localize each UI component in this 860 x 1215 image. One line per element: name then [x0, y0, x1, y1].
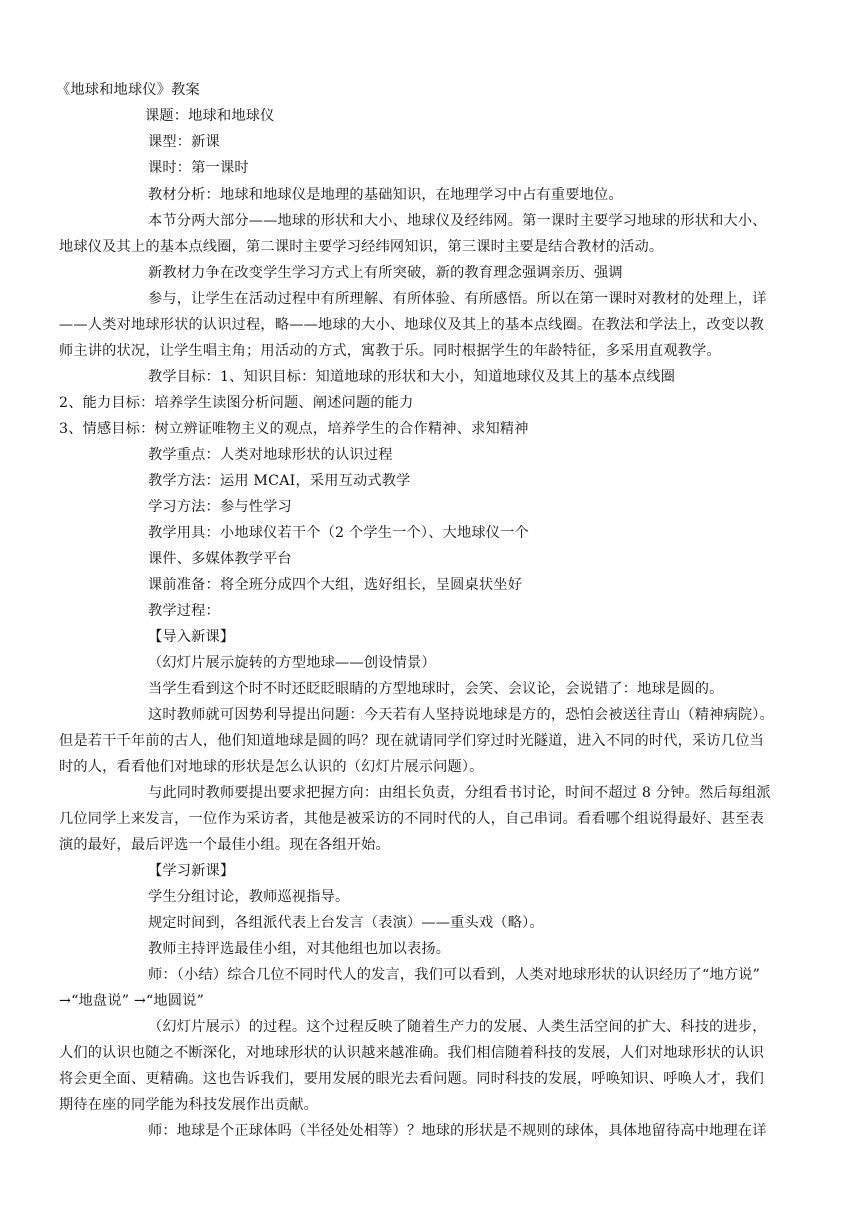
text-line: （幻灯片展示旋转的方型地球——创设情景）	[148, 655, 436, 671]
lesson-period: 课时：第一课时	[148, 160, 249, 176]
text-line: 学习方法：参与性学习	[148, 499, 292, 515]
text-line: 本节分两大部分——地球的形状和大小、地球仪及经纬网。第一课时主要学习地球的形状和大小、	[148, 213, 767, 229]
text-line: （幻灯片展示）的过程。这个过程反映了随着生产力的发展、人类生活空间的扩大、科技的进步，	[148, 1019, 767, 1035]
section-heading: 【学习新课】	[148, 863, 235, 879]
document-title: 《地球和地球仪》教案	[56, 82, 200, 98]
text-line: 教学重点：人类对地球形状的认识过程	[148, 447, 393, 463]
text-line: 人们的认识也随之不断深化，对地球形状的认识越来越准确。我们相信随着科技的发展，人们对地球形状的认识	[59, 1045, 764, 1061]
text-line: 教学目标：1、知识目标：知道地球的形状和大小，知道地球仪及其上的基本点线圈	[148, 369, 676, 385]
text-line: 课件、多媒体教学平台	[148, 551, 292, 567]
lesson-topic: 课题：地球和地球仪	[145, 108, 275, 124]
text-line: 几位同学上来发言，一位作为采访者，其他是被采访的不同时代的人，自己串词。看看哪个组说得最好、甚至表	[59, 811, 764, 827]
text-line: 学生分组讨论，教师巡视指导。	[148, 889, 350, 905]
text-line: 3、情感目标：树立辨证唯物主义的观点，培养学生的合作精神、求知精神	[59, 421, 529, 437]
text-line: 这时教师就可因势利导提出问题：今天若有人坚持说地球是方的，恐怕会被送往青山（精神病院）。	[148, 707, 774, 723]
text-line: 教材分析：地球和地球仪是地理的基础知识，在地理学习中占有重要地位。	[148, 187, 623, 203]
text-line: 教学方法：运用 MCAI，采用互动式教学	[148, 473, 411, 489]
text-line: ——人类对地球形状的认识过程，略——地球的大小、地球仪及其上的基本点线圈。在教法和学法上，改变以教	[59, 317, 764, 333]
text-line: 课前准备：将全班分成四个大组，选好组长，呈圆桌状坐好	[148, 577, 523, 593]
text-line: 当学生看到这个时不时还眨眨眼睛的方型地球时，会笑、会议论，会说错了：地球是圆的。	[148, 681, 724, 697]
text-line: 与此同时教师要提出要求把握方向：由组长负责，分组看书讨论，时间不超过 8 分钟。然后每组派	[148, 785, 771, 801]
text-line: 2、能力目标：培养学生读图分析问题、阐述问题的能力	[59, 395, 414, 411]
section-heading: 【导入新课】	[148, 629, 235, 645]
text-line: →“地盘说” →“地圆说”	[59, 993, 205, 1009]
text-line: 新教材力争在改变学生学习方式上有所突破，新的教育理念强调亲历、强调	[148, 265, 623, 281]
text-line: 期待在座的同学能为科技发展作出贡献。	[59, 1097, 318, 1113]
text-line: 参与，让学生在活动过程中有所理解、有所体验、有所感悟。所以在第一课时对教材的处理上，详	[148, 291, 767, 307]
text-line: 演的最好，最后评选一个最佳小组。现在各组开始。	[59, 837, 390, 853]
text-line: 将会更全面、更精确。这也告诉我们，要用发展的眼光去看问题。同时科技的发展，呼唤知识、呼唤人才，我们	[59, 1071, 764, 1087]
text-line: 但是若干千年前的古人，他们知道地球是圆的吗？现在就请同学们穿过时光隧道，进入不同的时代，采访几位当	[59, 733, 764, 749]
text-line: 地球仪及其上的基本点线圈，第二课时主要学习经纬网知识，第三课时主要是结合教材的活动。	[59, 239, 664, 255]
text-line: 教师主持评选最佳小组，对其他组也加以表扬。	[148, 941, 451, 957]
text-line: 时的人，看看他们对地球的形状是怎么认识的（幻灯片展示问题）。	[59, 759, 484, 775]
text-line: 师：（小结）综合几位不同时代人的发言，我们可以看到，人类对地球形状的认识经历了“地方说”	[148, 967, 761, 983]
lesson-type: 课型：新课	[148, 134, 220, 150]
text-line: 教学过程：	[148, 603, 220, 619]
text-line: 师主讲的状况，让学生唱主角；用活动的方式，寓教于乐。同时根据学生的年龄特征，多采用直观教学。	[59, 343, 721, 359]
text-line: 师：地球是个正球体吗（半径处处相等）？地球的形状是不规则的球体，具体地留待高中地理在详	[148, 1123, 767, 1139]
text-line: 教学用具：小地球仪若干个（2 个学生一个）、大地球仪一个	[148, 525, 529, 541]
text-line: 规定时间到，各组派代表上台发言（表演）——重头戏（略）。	[148, 915, 544, 931]
